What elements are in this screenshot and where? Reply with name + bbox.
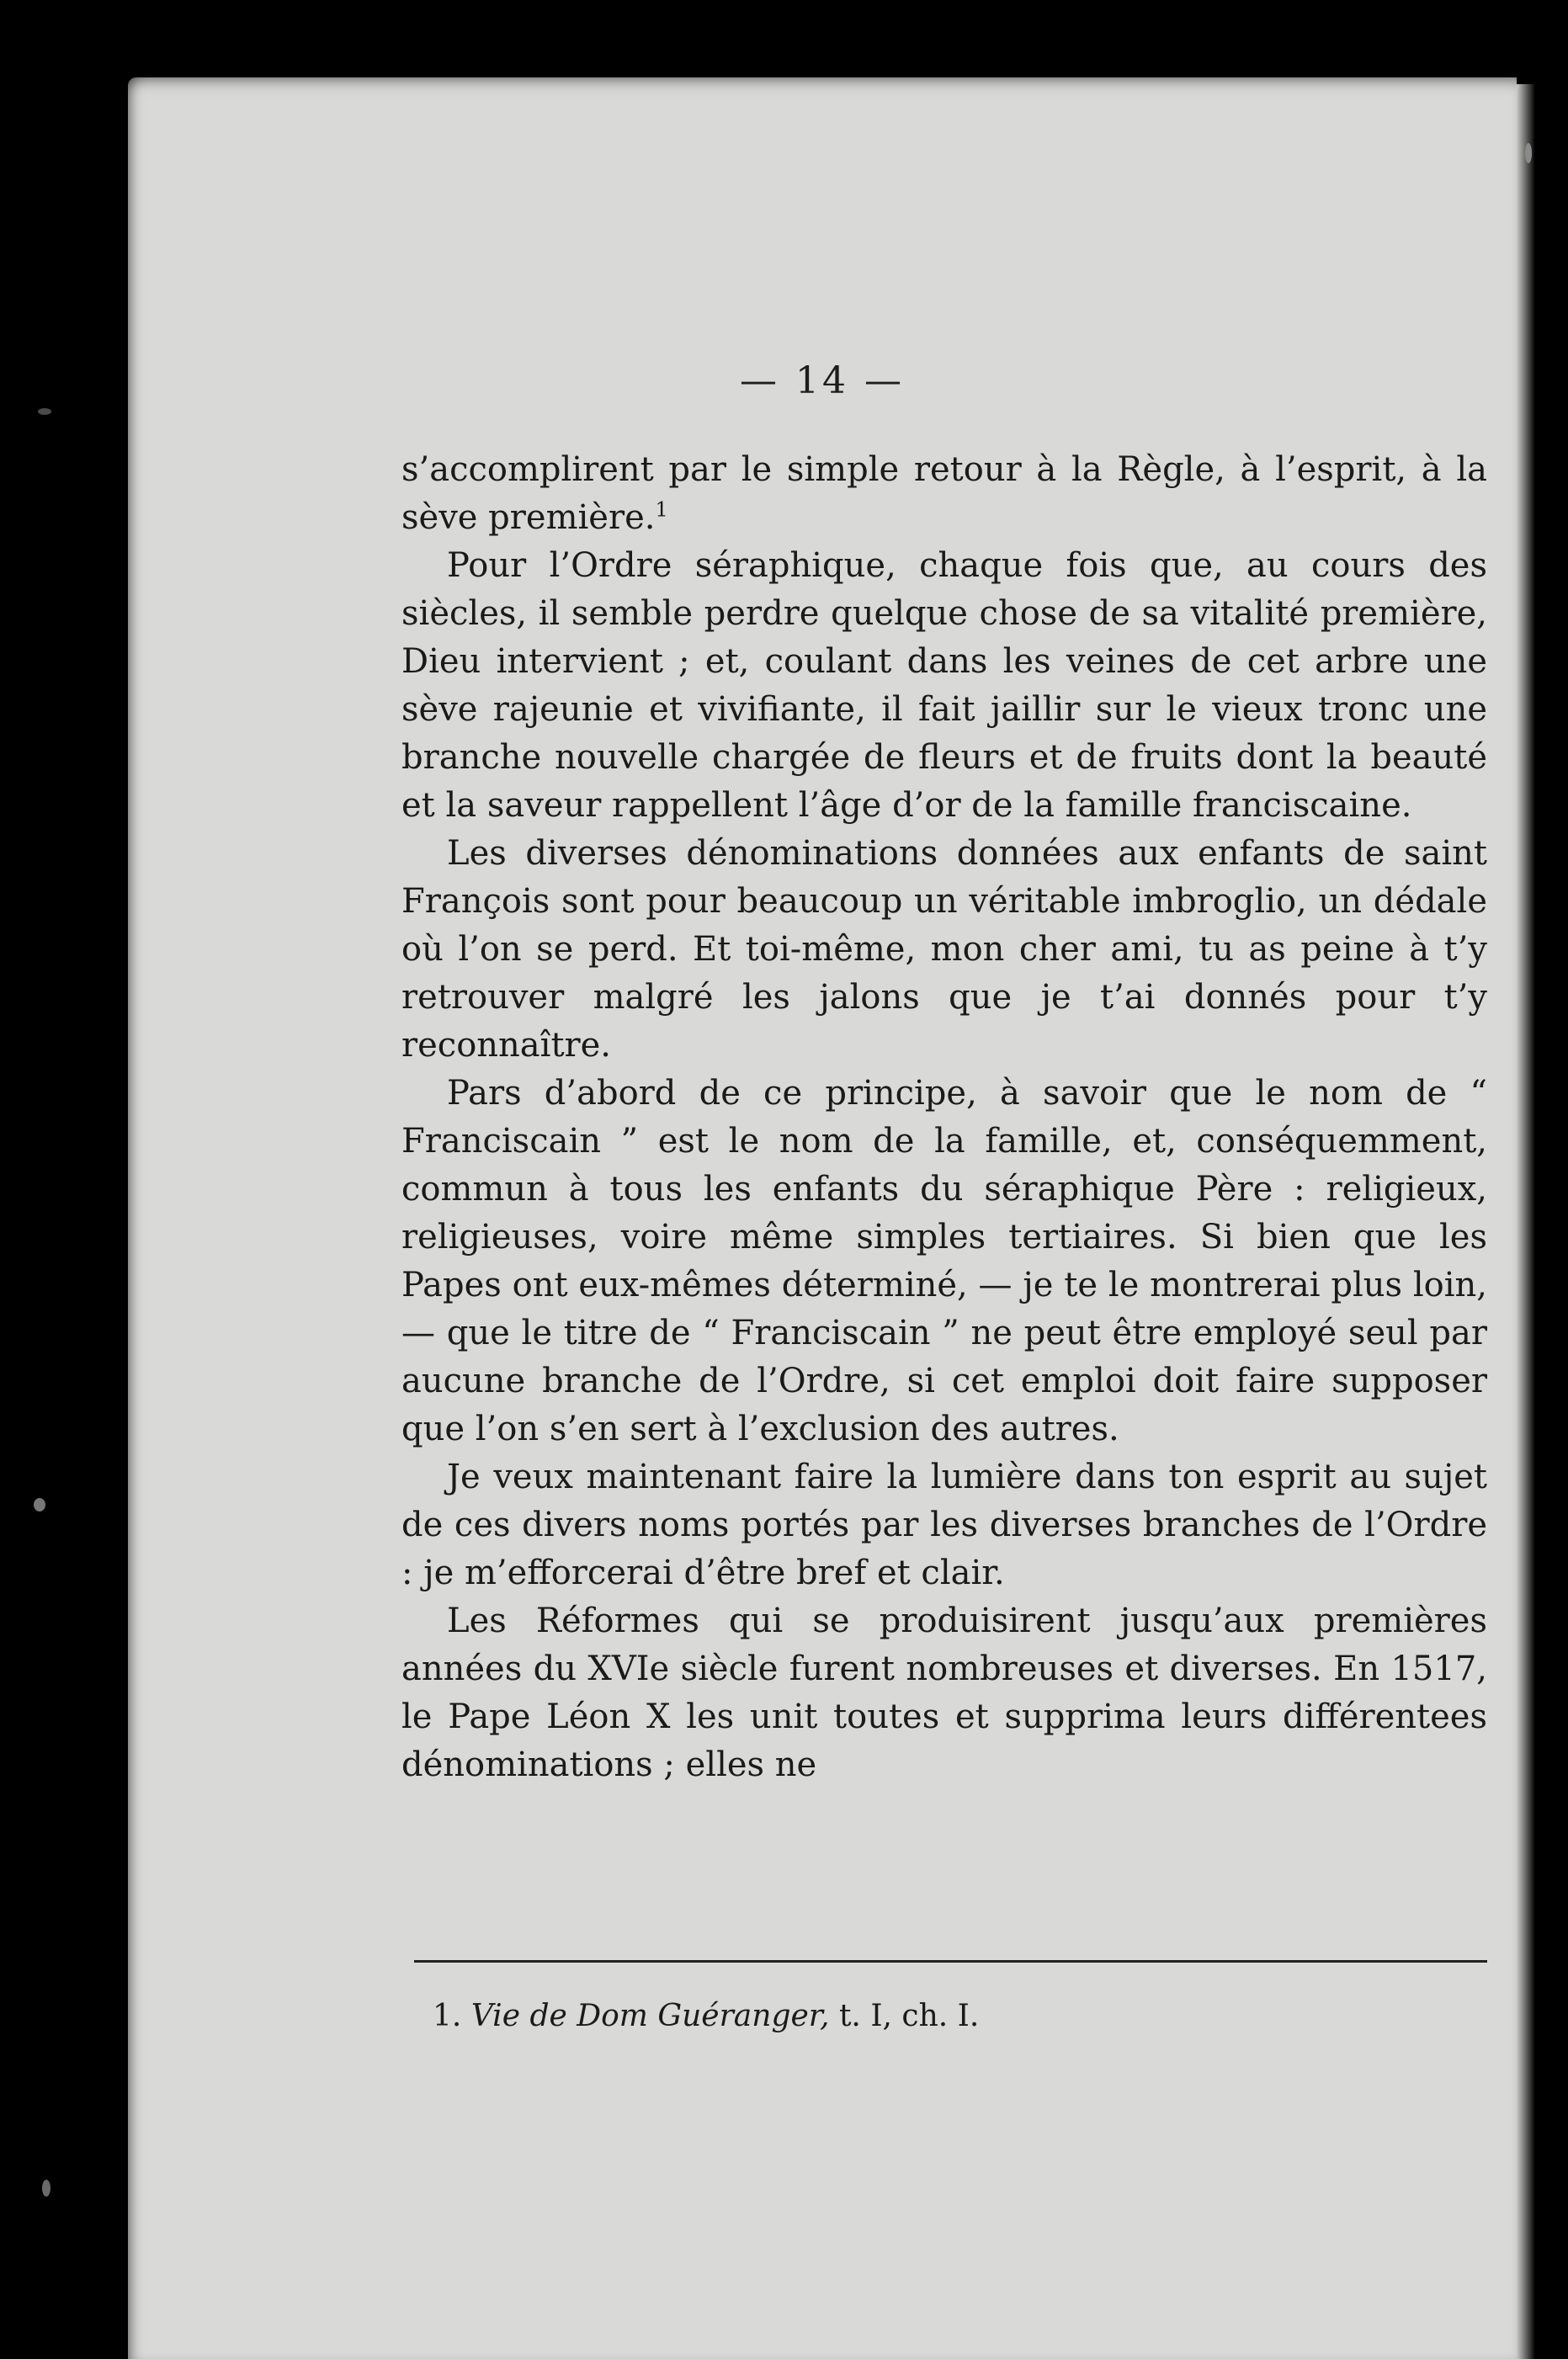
paragraph-1-text: s’accomplirent par le simple retour à la Règle, à l’esprit, à la sève première. bbox=[401, 450, 1487, 537]
paragraph-6: Les Réformes qui se produisirent jusqu’aux premières années du XVIe siècle furent nombreuses et diverses. En 1517, le Pape Léon X les unit toutes et supprima leurs différentees dénominations ; elles ne bbox=[401, 1602, 1487, 1784]
paragraph-1 bbox=[401, 446, 1487, 542]
footnote bbox=[433, 1996, 1443, 2037]
scan-speck bbox=[34, 1498, 45, 1512]
page-number: — 14 — bbox=[740, 359, 905, 402]
scan-speck bbox=[42, 2180, 50, 2197]
footnote-number: 1. bbox=[433, 1999, 462, 2033]
paragraph-4: Pars d’abord de ce principe, à savoir que le nom de “ Franciscain ” est le nom de la famille, et, conséquemment, commun à tous les enfants du séraphique Père : religieux, religieuses, voire même simples tertiaires. Si bien que les Papes ont eux-mêmes déterminé, — je te le montrerai plus loin, — que le titre de “ Franciscain ” ne peut être employé seul par aucune branche de l’Ordre, si cet emploi doit faire supposer que l’on s’en sert à l’exclusion des autres. bbox=[401, 1074, 1487, 1448]
page-edge bbox=[1517, 84, 1535, 2359]
paragraph-3: Les diverses dénominations données aux enfants de saint François sont pour beaucoup un véritable imbroglio, un dédale où l’on se perd. Et toi-même, mon cher ami, tu as peine à t’y retrouver malgré les jalons que je t’ai donnés pour t’y reconnaître. bbox=[401, 834, 1487, 1065]
paragraph-2: Pour l’Ordre séraphique, chaque fois que, au cours des siècles, il semble perdre quelque chose de sa vitalité première, Dieu intervient ; et, coulant dans les veines de cet arbre une sève rajeunie et vivifiante, il fait jaillir sur le vieux tronc une branche nouvelle chargée de fleurs et de fruits dont la beauté et la saveur rappellent l’âge d’or de la famille franciscaine. bbox=[401, 546, 1487, 825]
book-page bbox=[128, 77, 1517, 2359]
paragraph-5: Je veux maintenant faire la lumière dans ton esprit au sujet de ces divers noms portés par les diverses branches de l’Ordre : je m’efforcerai d’être bref et clair. bbox=[401, 1458, 1487, 1592]
body-text bbox=[401, 446, 1487, 1789]
scan-speck bbox=[1525, 143, 1532, 163]
footnote-divider bbox=[414, 1960, 1487, 1963]
footnote-detail: t. I, ch. I. bbox=[838, 1999, 980, 2033]
scan-speck bbox=[38, 408, 51, 415]
footnote-marker: 1 bbox=[655, 497, 668, 522]
footnote-reference: Vie de Dom Guéranger, bbox=[470, 1999, 830, 2033]
